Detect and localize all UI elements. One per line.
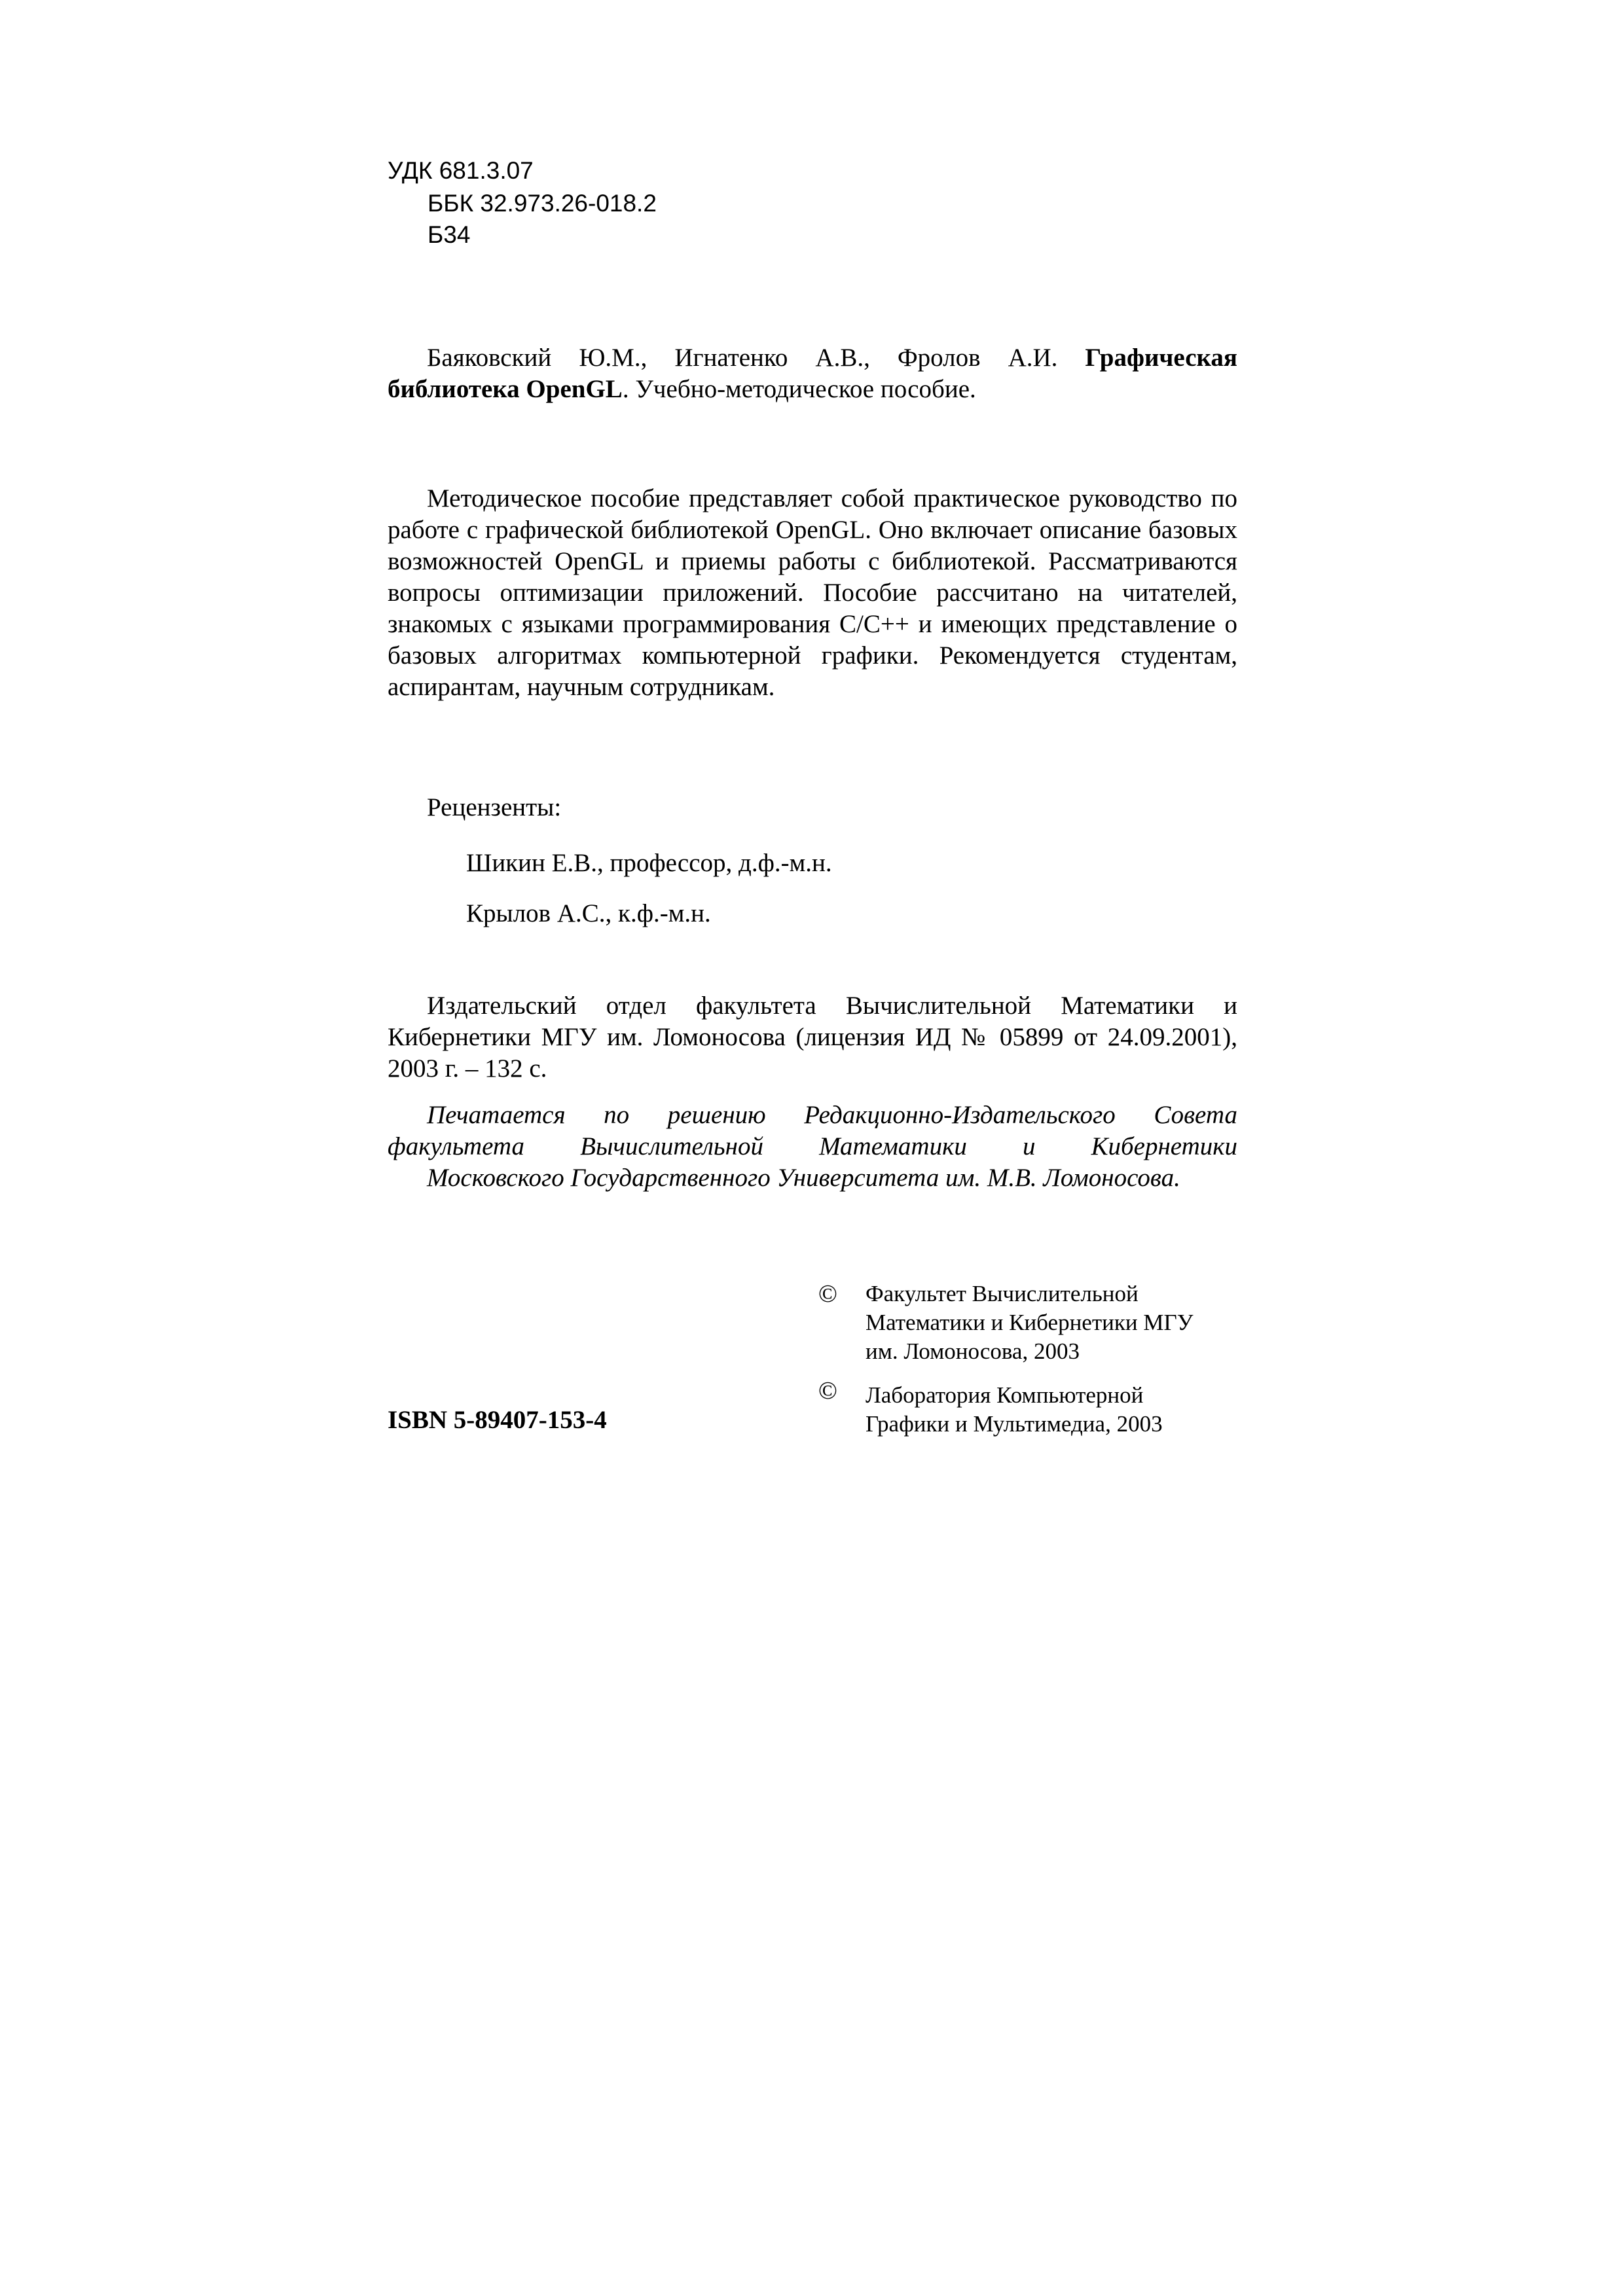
isbn: ISBN 5-89407-153-4 (388, 1406, 607, 1434)
author-code: Б34 (428, 221, 471, 248)
reviewers-label: Рецензенты: (427, 793, 562, 821)
bbk-code: ББК 32.973.26-018.2 (428, 190, 657, 217)
citation-title: Графическая библиотека OpenGL (388, 344, 1237, 403)
udk-code: УДК 681.3.07 (388, 157, 534, 184)
printing-note-last-line: Московского Государственного Университета им. М.В. Ломоносова. (427, 1164, 1180, 1192)
copyright-holder-lab (866, 1381, 1232, 1439)
annotation-paragraph: Методическое пособие представляет собой практическое руководство по работе с графической библиотекой OpenGL. Оно включает описание базовых возможностей OpenGL и приемы работы с библиотекой. Рассматриваются вопросы оптимизации приложений. Пособие рассчитано на читателей, знакомых с языками программирования C/C++ и имеющих представление о базовых алгоритмах компьютерной графики. Рекомендуется студентам, аспирантам, научным сотрудникам. (388, 484, 1237, 701)
copyright-line: им. Ломоносова, 2003 (866, 1338, 1080, 1364)
copyright-line: Математики и Кибернетики МГУ (866, 1310, 1194, 1335)
copyright-icon: © (818, 1280, 837, 1308)
copyright-line: Факультет Вычислительной (866, 1281, 1139, 1306)
citation-subtitle: . Учебно-методическое пособие. (622, 375, 976, 403)
copyright-holder-faculty (866, 1280, 1232, 1366)
copyright-line: Графики и Мультимедиа, 2003 (866, 1411, 1163, 1437)
copyright-line: Лаборатория Компьютерной (866, 1382, 1144, 1408)
copyright-icon: © (818, 1377, 837, 1405)
reviewer-item: Шикин Е.В., профессор, д.ф.-м.н. (466, 849, 832, 877)
publisher-info: Издательский отдел факультета Вычислительной Математики и Кибернетики МГУ им. Ломоносова (лицензия ИД № 05899 от 24.09.2001), 2003 г. – 132 с. (388, 992, 1237, 1083)
citation (388, 342, 1237, 405)
citation-authors: Баяковский Ю.М., Игнатенко А.В., Фролов А.И. (427, 344, 1085, 372)
reviewer-item: Крылов А.С., к.ф.-м.н. (466, 899, 711, 927)
printing-note-text: Печатается по решению Редакционно-Издательского Совета факультета Вычислительной Математики и Кибернетики (388, 1101, 1237, 1160)
printing-note (388, 1100, 1237, 1194)
